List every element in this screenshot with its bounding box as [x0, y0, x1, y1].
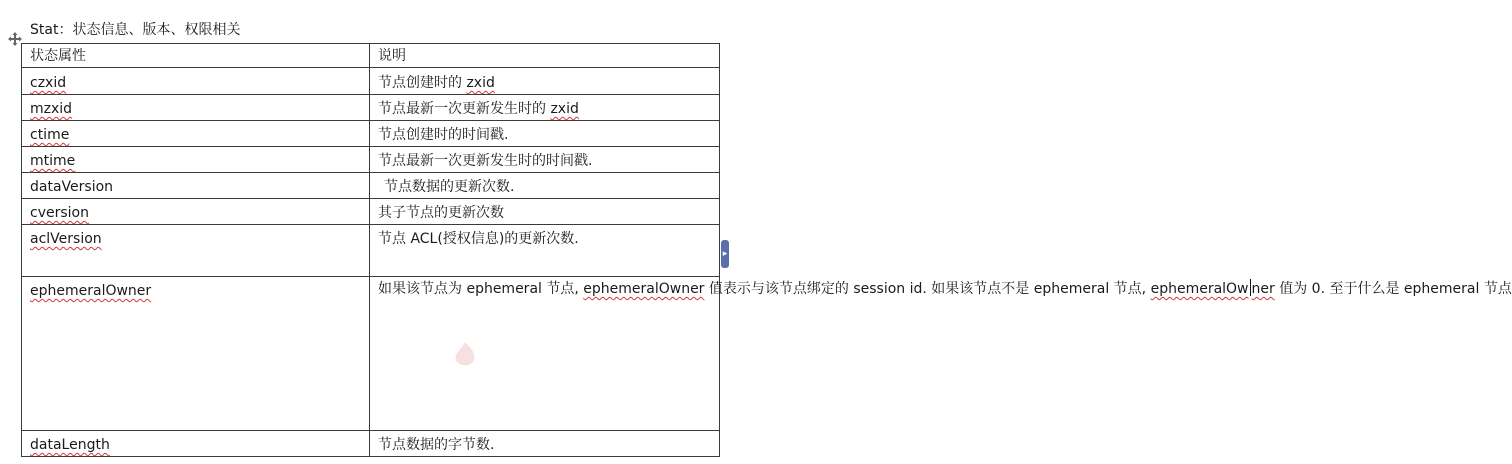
- watermark-icon: [450, 340, 480, 370]
- desc-ctime: 节点创建时的时间戳.: [370, 121, 720, 147]
- attr-mzxid: mzxid: [30, 101, 73, 117]
- attr-aclversion: aclVersion: [30, 231, 102, 247]
- text-cursor: [1250, 279, 1251, 296]
- table-row: [22, 68, 720, 95]
- attr-czxid: czxid: [30, 75, 67, 91]
- move-handle-icon[interactable]: [8, 32, 22, 46]
- attr-ctime: ctime: [30, 127, 70, 143]
- table-row: [22, 199, 720, 225]
- table-row: [22, 431, 720, 457]
- scroll-grip-icon[interactable]: ▸: [721, 240, 729, 268]
- desc-mzxid: 节点最新一次更新发生时的 zxid: [370, 95, 720, 121]
- desc-ephemeralowner: 如果该节点为 ephemeral 节点, ephemeralOwner 值表示与该节点绑定的 session id. 如果该节点不是 ephemeral 节点, ephemeralOw ner 值为 0. 至于什么是 ephemeral 节点: [370, 277, 720, 431]
- desc-cversion: 其子节点的更新次数: [370, 199, 720, 225]
- table-row: [22, 173, 720, 199]
- attr-ephemeralowner: ephemeralOwner: [30, 283, 152, 299]
- table-row: [22, 225, 720, 277]
- table-row: [22, 147, 720, 173]
- desc-czxid: 节点创建时的 zxid: [370, 68, 720, 95]
- attr-cversion: cversion: [30, 205, 89, 221]
- section-heading: Stat：状态信息、版本、权限相关: [30, 22, 241, 38]
- stat-properties-table: [21, 43, 1512, 457]
- header-desc: 说明: [370, 44, 720, 68]
- table-row: [22, 121, 720, 147]
- attr-datalength: dataLength: [30, 437, 110, 453]
- desc-datalength: 节点数据的字节数.: [370, 431, 720, 457]
- desc-aclversion: 节点 ACL(授权信息)的更新次数.: [370, 225, 720, 277]
- header-attr: 状态属性: [22, 44, 370, 68]
- desc-dataversion: 节点数据的更新次数.: [370, 173, 720, 199]
- table-row: [22, 95, 720, 121]
- desc-mtime: 节点最新一次更新发生时的时间戳.: [370, 147, 720, 173]
- table-header-row: [22, 44, 720, 68]
- attr-dataversion: dataVersion: [22, 173, 370, 199]
- attr-mtime: mtime: [30, 153, 76, 169]
- table-row: [22, 277, 720, 431]
